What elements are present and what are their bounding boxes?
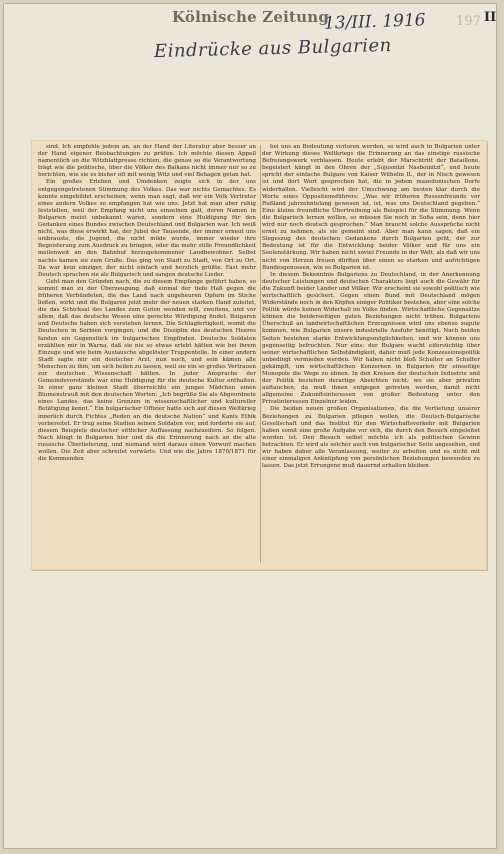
archive-mark: II [484,10,497,25]
article-paragraph: Die beiden neuen großen Organisationen, die die Vertiefung unserer Beziehungen zu Bulgarien pflegen wollen, die Deutsch-Bulgarische Gesellschaft und das Institut für den Wirtschaftsverkehr mit Bulgarien haben somit eine große Aufgabe vor sich, die durch den Besuch eingeleitet worden ist. Den Besuch selbst möchte ich als politischen Gewinn betrachten. Er wird als solcher auch von bulgarischer Seite angesehen, und wir haben daher alle Veranlassung, weiter zu arbeiten und es nicht mit einer einmaligen Anknüpfung von persönlichen Beziehungen bewenden zu lassen. Das jetzt Errungene muß dauernd erhalten bleiben. [262,406,480,470]
newspaper-clipping [31,140,487,570]
article-left-column [38,144,256,470]
article-paragraph: sind. Ich empfehle jedem an, an der Hand der Literatur aber besser an der Hand eigener Beobachtungen zu prüfen. Ich möchte diesen Appell namentlich an die Witzblattpresse richten, die genau so die Verantwortung trägt wie die politische, über die Völker des Balkans nicht immer nur so zu berichten, wie sie es bisher oft mit wenig Witz und viel Behagen getan hat. [38,144,256,179]
article-right-column [262,144,480,470]
article-paragraph: Geht man den Gründen nach, die zu diesem Empfange geführt haben, so kommt man zu der Überzeugung, daß einmal der tiefe Haß gegen die früheren Verbündeten, die das Land nach ungeheuren Opfern im Stiche ließen, wirkt und die Bulgaren jetzt mehr der neuen starken Hand zuleitet, die das Schicksal des Landes zum Guten wenden will, zweitens, und vor allem, daß das deutsche Wesen eine gerechte Würdigung findet. Bulgaren und Deutsche haben sich verstehen lernen. Die Schlagfertigkeit, womit die Deutschen in Serbien vorgingen, und die Disziplin des deutschen Heeres fanden ein Gegenstück im bulgarischen Empfinden. Deutsche Soldaten erzählten mir in Warna, daß sie nie so etwas erlebt hätten wie bei ihrem Einzuge und wie beim Austausche abgelöster Truppenteile. In einer andern Stadt sagte mir ein deutscher Arzt, nun noch, und sein kämen alle Menschen zu ihm, um sich heilen zu lassen, weil sie ein so großes Vertrauen zur deutschen Wissenschaft hätten. In jeder Ansprache der Gemeindevorstände war eine Huldigung für die deutsche Kultur enthalten. In einer ganz kleinen Stadt überreichte ein junges Mädchen einen Blumenstrauß mit den deutschen Worten: „Ich begrüße Sie als Abgeordnete eines Landes, das keine Grenzen in wissenschaftlicher und kultureller Betätigung kennt.“ Ein bulgarischer Offizier hatte sich auf diesen Weltkrieg innerlich durch Fichtes „Reden an die deutsche Nation“ und Kants Ethik vorbereitet. Er trug seine Studien seinen Soldaten vor, und forderte sie auf, diesem Beispiele deutscher sittlicher Auffassung nachzueifern. So folgen. Nach klingt in Bulgarien hier und da die Erinnerung nach an die alte russische Überlieferung, und niemand wird daraus einen Vorwurf machen wollen. Die Zeit aber schreitet vorwärts. Und wie die Jahre 1870/1871 für die Kommenden [38,278,256,463]
archive-sheet [3,3,497,849]
article-paragraph: In diesem Bekenntnis Bulgariens zu Deutschland, in der Anerkennung deutscher Leistungen und deutschen Charakters liegt auch die Gewähr für die Zukunft beider Länder und Völker. Wir erscheint sie sowohl politisch wie wirtschaftlich gesichert. Gegen einen Bund mit Deutschland mögen Widerstände noch in den Köpfen einiger Politiker bestehen, aber eine solche Politik würde keinen Widerhall im Volke finden. Wirtschaftliche Gegensätze können die beiderseitigen guten Beziehungen nicht trüben. Bulgariens Überschuß an landwirtschaftlichen Erzeugnissen wird uns ebenso zugute kommen, wie Bulgarien unsere industrielle Ausfuhr benötigt. Nach beiden Seiten bestehen starke Entwicklungsmöglichkeiten, und wir können uns gegenseitig befruchten. Nur eins: der Bulgare wacht eifersüchtig über seiner wirtschaftlichen Selbständigkeit, daher muß jede Konzessionspolitik unbedingt vermieden werden. Wir haben nicht bloß Schulter an Schulter gekämpft, um wirtschaftlichen Konzernen in Bulgarien für einseitige Monopole die Wege zu ebnen. In den Kreisen der deutschen Industrie und der Politik bestehen derartige Absichten nicht; wo sie aber privatim auftauchen, da muß ihnen entgegen getreten werden, damit nicht allgemeine Zukunftsinteressen von großer Bedeutung unter den Privatinteressen Einzelner leiden. [262,271,480,406]
article-paragraph: bei uns an Bedeutung verloren werden, so wird auch in Bulgarien unter der Wirkung dieses Weltkriegs die Erinnerung an das einstige russische Befreiungswerk verblassen. Heute erlebt der Marschtritt der Bataillone, begeistert klingt in den Ohren der „Sojusnitzi Nasboinitzi“, und heute spricht der einfache Bulgare von Kaiser Wilhelm II., der in Nisch gewesen ist und dort Wort gesprochen hat, die in jedem mazedonischen Dorfe widerhallen. Vielleicht wird der Umschwung am besten klar durch die Worte eines Oppositionsführers: „Was wir früheren Russenfreunde vor Rußland jahrzehntelang gewesen ist, ist, was uns Deutschland gegeben.“ Eine kleine freundliche Übertreibung als Beispiel für die Stimmung. Wenn die Bulgarisch lernen wollen, so müssen Sie noch in Sofia sein, denn hier wird nur noch deutsch gesprochen.“ Man braucht solche Aussprüche nicht ernst zu nehmen, als sie gemeint sind. Aber man kann sagen, daß ein Siegeszug des deutschen Gedankens durch Bulgarien geht, der zur Bedeutung ist für die Entwicklung beider Völker und für uns ein Seelenstärkung. Wir haben nicht soviel Freunde in der Welt, als daß wir uns nicht von Herzen freuen dürften über einen so starken und aufrichtigen Bundesgenossen, wie es Bulgarien ist. [262,144,480,271]
page-number: 197 [456,14,481,29]
article-paragraph: Ein großes Erleben und Umdenken zeigte sich in der uns entgegengetretenen Stimmung des Volkes. Das war nichts Gemachtes. Es konnte eingebildet erscheinen, wenn man sagt, daß wir ein Volk Vertreter eines andern Volkes so empfangen hat wie uns. Jetzt hat man aber ruhig feststellen, weil der Empfang nicht uns einzelnen galt, deren Namen in Bulgarien meist unbekannt waren, sondern eine Huldigung für den Gedanken eines Bundes zwischen Deutschland und Bulgarien war. Ich weiß nicht, was diese erwirkt hat, der Jubel der Tausende, der immer erneut uns umbrauste, die Jugend, die nicht müde wurde, immer wieder ihre Begeisterung zum Ausdruck zu bringen, oder die mehr stille Freundlichkeit meilenweit an den Bahnhof herzugekommener Landbewohner. Selbst nachts kamen sie zum Gruße. Das ging von Stadt zu Stadt, von Ort zu Ort. Da war kein einziger, der nicht einfach und herzlich grüßte. Fast mehr Deutsch sprachen sie als Bulgarisch und sangen deutsche Lieder. [38,179,256,278]
newspaper-masthead: Kölnische Zeitung [172,8,330,26]
handwritten-title: Eindrücke aus Bulgarien [153,34,393,63]
column-divider [260,145,261,563]
handwritten-date: 13/III. 1916 [323,10,426,34]
